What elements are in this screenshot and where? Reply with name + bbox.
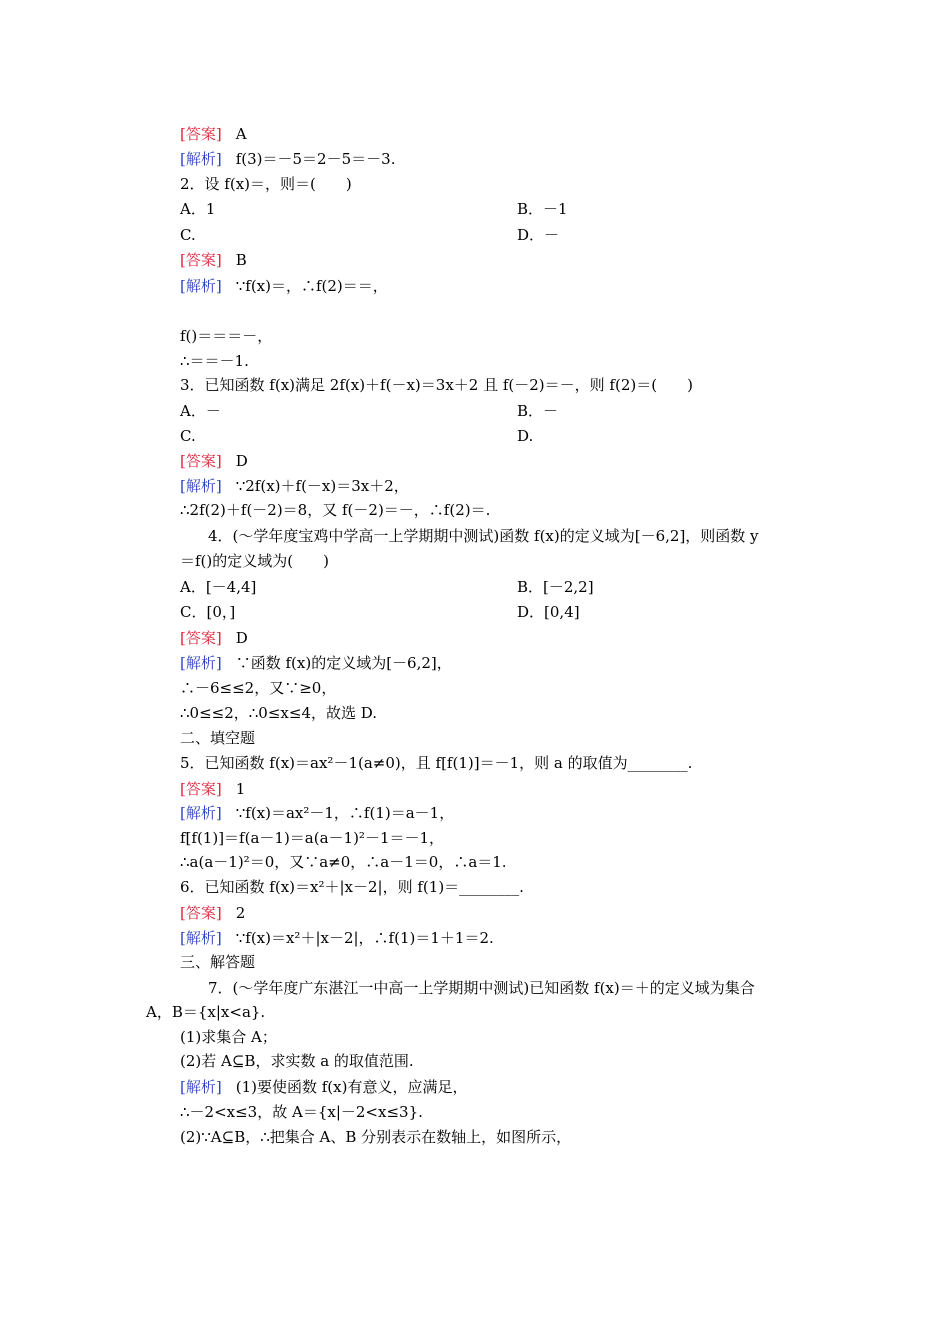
line-text: ∵f(x)＝，∴f(2)＝＝， xyxy=(235,277,388,295)
line-text: D xyxy=(235,452,248,470)
text-line: 7．(～学年度广东湛江一中高一上学期期中测试)已知函数 f(x)＝＋的定义域为集合 xyxy=(208,979,755,997)
analysis-line xyxy=(180,1077,467,1097)
text-line: 3．已知函数 f(x)满足 2f(x)＋f(－x)＝3x＋2 且 f(－2)＝－，则 f(2)＝( ) xyxy=(180,376,693,394)
answer-line xyxy=(180,903,245,923)
text-line: ∴＝＝－1. xyxy=(180,352,249,370)
option-right: B．－1 xyxy=(517,200,568,218)
answer-line xyxy=(180,250,247,270)
text-line: f[f(1)]＝f(a－1)＝a(a－1)²－1＝－1， xyxy=(180,829,445,847)
answer-tag: [答案] xyxy=(180,780,222,798)
text-line: ∴0≤≤2，∴0≤x≤4，故选 D. xyxy=(180,704,378,722)
text-line: ＝f()的定义域为( ) xyxy=(180,552,329,570)
line-text: ∵f(x)＝ax²－1，∴f(1)＝a－1， xyxy=(235,804,455,822)
text-line: f()＝＝＝－， xyxy=(180,327,273,345)
analysis-tag: [解析] xyxy=(180,654,222,672)
text-line: ∴－2<x≤3，故 A＝{x|－2<x≤3}. xyxy=(180,1103,423,1121)
analysis-line xyxy=(180,803,454,823)
line-text: 1 xyxy=(235,780,246,798)
option-left: C. xyxy=(180,226,196,244)
option-right: D．[0,4] xyxy=(517,603,580,621)
text-line: 5．已知函数 f(x)＝ax²－1(a≠0)，且 f[f(1)]＝－1，则 a 的取值为________. xyxy=(180,754,693,772)
text-line: 三、解答题 xyxy=(180,953,256,971)
text-line: 二、填空题 xyxy=(180,729,256,747)
answer-line xyxy=(180,779,245,799)
line-text: ∵函数 f(x)的定义域为[－6,2]， xyxy=(235,654,452,672)
answer-line xyxy=(180,124,247,144)
line-text: ∵f(x)＝x²＋|x－2|，∴f(1)＝1＋1＝2. xyxy=(235,929,494,947)
text-line: (2)∵A⊆B，∴把集合 A、B 分别表示在数轴上，如图所示， xyxy=(180,1128,572,1146)
option-left: A．1 xyxy=(180,200,216,218)
analysis-tag: [解析] xyxy=(180,1078,222,1096)
line-text: f(3)＝－5＝2－5＝－3. xyxy=(235,150,396,168)
text-line: (2)若 A⊆B，求实数 a 的取值范围. xyxy=(180,1052,414,1070)
option-right: D．－ xyxy=(517,226,560,244)
analysis-tag: [解析] xyxy=(180,929,222,947)
answer-tag: [答案] xyxy=(180,904,222,922)
line-text: B xyxy=(235,251,247,269)
analysis-tag: [解析] xyxy=(180,477,222,495)
analysis-line xyxy=(180,476,409,496)
line-text: D xyxy=(235,629,248,647)
answer-tag: [答案] xyxy=(180,125,222,143)
analysis-tag: [解析] xyxy=(180,804,222,822)
text-line: ∴a(a－1)²＝0，又∵a≠0，∴a－1＝0，∴a＝1. xyxy=(180,853,507,871)
text-line: 2．设 f(x)＝，则＝( ) xyxy=(180,175,352,193)
answer-tag: [答案] xyxy=(180,629,222,647)
answer-line xyxy=(180,628,248,648)
analysis-line xyxy=(180,928,494,948)
option-left: C．[0，] xyxy=(180,603,236,621)
option-left: A．－ xyxy=(180,402,221,420)
text-line: ∴－6≤≤2，又∵≥0， xyxy=(180,679,337,697)
analysis-line xyxy=(180,149,395,169)
option-left: C. xyxy=(180,427,196,445)
text-line: (1)求集合 A； xyxy=(180,1028,277,1046)
text-line: 6．已知函数 f(x)＝x²＋|x－2|，则 f(1)＝________. xyxy=(180,878,524,896)
answer-line xyxy=(180,451,248,471)
analysis-tag: [解析] xyxy=(180,277,222,295)
text-line: ∴2f(2)＋f(－2)＝8，又 f(－2)＝－，∴f(2)＝. xyxy=(180,501,491,519)
option-right: B．[－2,2] xyxy=(517,578,594,596)
text-line: A，B＝{x|x<a}. xyxy=(146,1003,266,1021)
option-right: B．－ xyxy=(517,402,559,420)
line-text: 2 xyxy=(235,904,246,922)
analysis-line xyxy=(180,276,388,296)
answer-tag: [答案] xyxy=(180,251,222,269)
analysis-line xyxy=(180,653,452,673)
line-text: (1)要使函数 f(x)有意义，应满足， xyxy=(235,1078,468,1096)
line-text: A xyxy=(235,125,247,143)
line-text: ∵2f(x)＋f(－x)＝3x＋2， xyxy=(235,477,409,495)
answer-tag: [答案] xyxy=(180,452,222,470)
text-line: 4．(～学年度宝鸡中学高一上学期期中测试)函数 f(x)的定义域为[－6,2]，则函数 y xyxy=(208,527,759,545)
option-left: A．[－4,4] xyxy=(180,578,257,596)
analysis-tag: [解析] xyxy=(180,150,222,168)
option-right: D. xyxy=(517,427,534,445)
